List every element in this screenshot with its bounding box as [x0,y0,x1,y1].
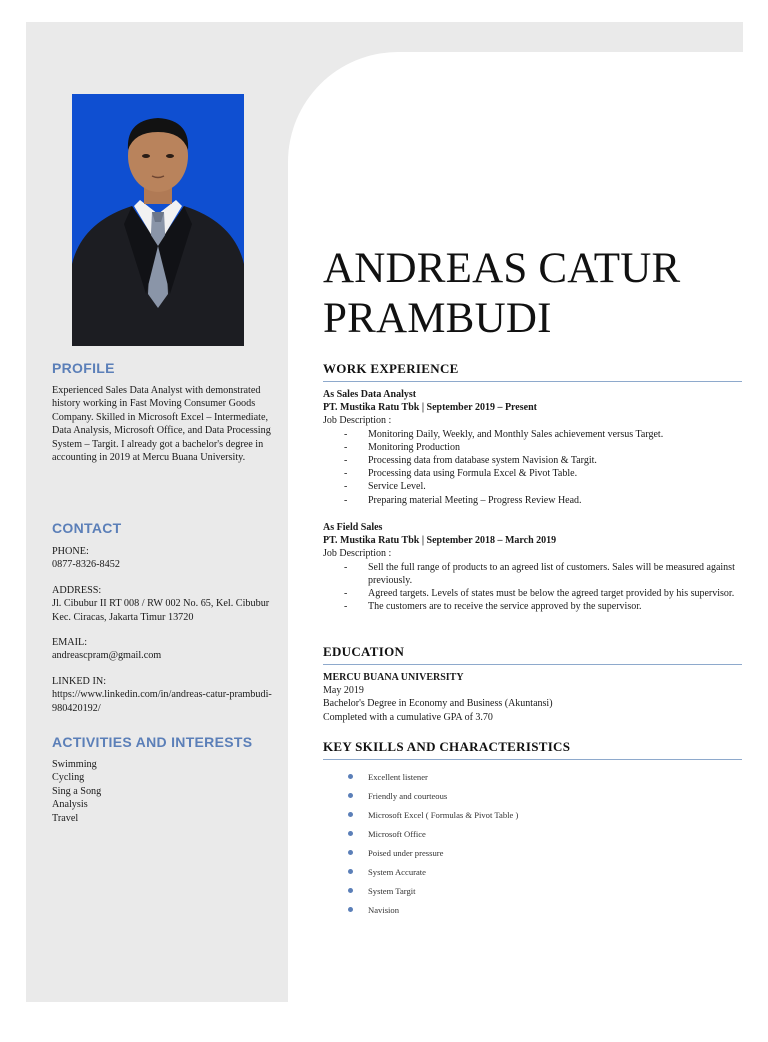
contact-heading: CONTACT [52,520,122,536]
address-label: ADDRESS: [52,584,102,596]
activity-item: Sing a Song [52,785,102,797]
activity-item: Swimming [52,759,97,770]
job-title: As Sales Data Analyst [323,389,417,400]
duty-item: - Service Level. [344,481,426,493]
bullet-icon [348,869,353,874]
skills-list [344,769,518,921]
education-heading: EDUCATION [323,644,742,665]
activity-item: Analysis [52,799,88,811]
name-line-1: ANDREAS CATUR [323,245,681,292]
activities-heading: ACTIVITIES AND INTERESTS [52,734,253,750]
school-name: MERCU BUANA UNIVERSITY [323,672,464,683]
candidate-name [323,244,743,344]
profile-paragraph: Experienced Sales Data Analyst with demonstrated history working in Fast Moving Consumer Goods Company. Skilled in Microsoft Excel – Intermediate, Data Analysis, Microsoft Office, and Data Processing System – Targit. I already got a bachelor's degree in accounting in 2019 at Mercu Buana University. [52,385,271,464]
skill-item: Poised under pressure [344,845,518,864]
duty-item: - Agreed targets. Levels of states must be below the agreed target provided by his supervisor. [344,588,735,600]
duty-item: - Processing data from database system Navision & Targit. [344,455,597,467]
bullet-icon [348,793,353,798]
duty-item: - Monitoring Production [344,441,460,453]
bullet-icon [348,812,353,817]
job-title: As Field Sales [323,522,383,533]
phone-value: 0877-8326-8452 [52,559,120,571]
bullet-icon [348,774,353,779]
contact-address [52,584,274,624]
skill-item: System Targit [344,883,518,902]
contact-phone [52,545,274,572]
profile-text [52,384,274,464]
bullet-icon [348,850,353,855]
skills-heading: KEY SKILLS AND CHARACTERISTICS [323,739,742,760]
skill-item: System Accurate [344,864,518,883]
skill-item: Excellent listener [344,769,518,788]
activities-list [52,758,274,825]
linkedin-value[interactable]: https://www.linkedin.com/in/andreas-catur-prambudi-980420192/ [52,689,272,714]
job-desc-label: Job Description : [323,415,392,427]
address-value: Jl. Cibubur II RT 008 / RW 002 No. 65, Kel. Cibubur Kec. Ciracas, Jakarta Timur 13720 [52,598,270,623]
duty-item: - The customers are to receive the service approved by the supervisor. [344,601,642,613]
job-desc-label: Job Description : [323,548,392,560]
name-line-2: PRAMBUDI [323,295,552,342]
duty-item: - Preparing material Meeting – Progress Review Head. [344,494,582,506]
duty-item: - Processing data using Formula Excel & Pivot Table. [344,468,578,480]
work-experience-heading: WORK EXPERIENCE [323,361,742,382]
email-label: EMAIL: [52,637,88,649]
activity-item: Travel [52,812,79,824]
contact-email [52,636,274,663]
bullet-icon [348,888,353,893]
bullet-icon [348,831,353,836]
education-gpa: Completed with a cumulative GPA of 3.70 [323,711,493,723]
education-date: May 2019 [323,685,364,697]
linkedin-label: LINKED IN: [52,675,107,687]
job-duties [323,428,743,507]
bullet-icon [348,907,353,912]
job-entry [323,521,743,613]
email-value[interactable]: andreascpram@gmail.com [52,650,162,662]
education-degree: Bachelor's Degree in Economy and Business (Akuntansi) [323,698,553,710]
person-portrait-icon [72,94,244,346]
duty-item: - Monitoring Daily, Weekly, and Monthly Sales achievement versus Target. [344,428,664,440]
skill-item: Navision [344,902,518,921]
phone-label: PHONE: [52,546,89,557]
skill-item: Friendly and courteous [344,788,518,807]
skill-item: Microsoft Office [344,826,518,845]
contact-linkedin [52,675,274,715]
job-company: PT. Mustika Ratu Tbk | September 2019 – Present [323,402,537,414]
contact-details [52,545,274,715]
education-entry [323,671,743,724]
job-duties [323,561,743,614]
activity-item: Cycling [52,772,85,784]
job-company: PT. Mustika Ratu Tbk | September 2018 – March 2019 [323,535,557,547]
profile-photo [72,94,244,346]
duty-item: - Sell the full range of products to an agreed list of customers. Sales will be measured against previously. [344,561,735,586]
job-entry [323,388,743,507]
skill-item: Microsoft Excel ( Formulas & Pivot Table ) [344,807,518,826]
profile-heading: PROFILE [52,360,115,376]
